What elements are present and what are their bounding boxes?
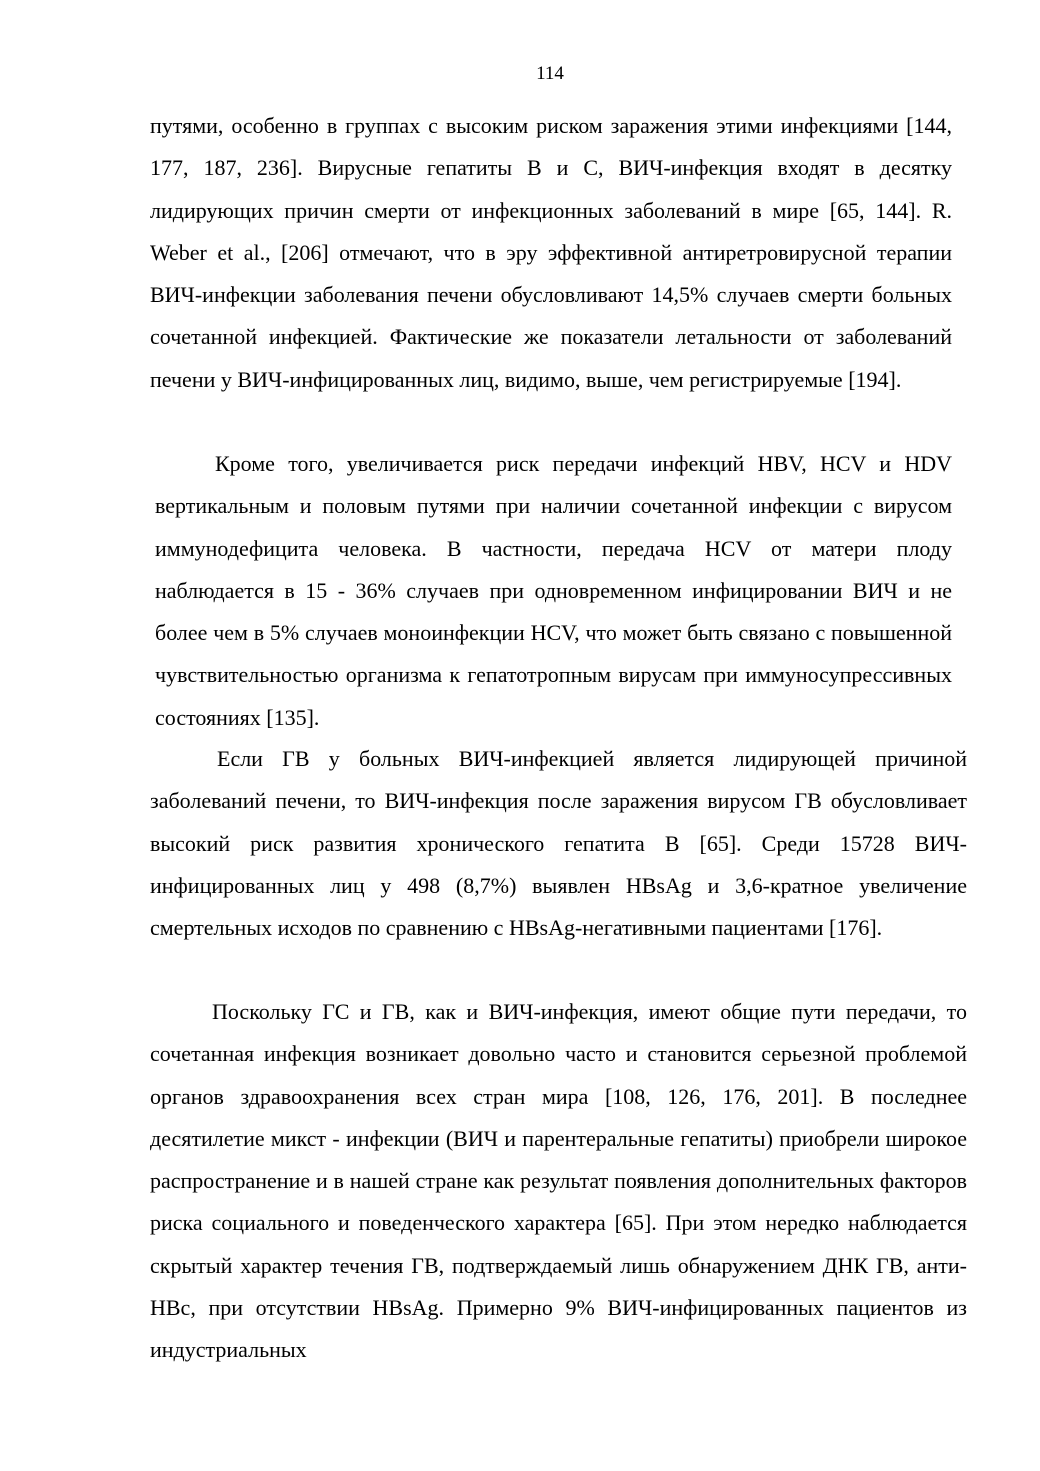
paragraph-3: Если ГВ у больных ВИЧ-инфекцией является лидирующей причиной заболеваний печени, то ВИЧ-инфекция после заражения вирусом ГВ обусловливает высокий риск развития хронического гепатита В [65]. Среди 15728 ВИЧ-инфицированных лиц у 498 (8,7%) выявлен HBsAg и 3,6-кратное увеличение смертельных исходов по сравнению с HBsAg-негативными пациентами [176]. <box>150 746 967 941</box>
page-number-text: 114 <box>536 63 564 84</box>
paragraph-1: путями, особенно в группах с высоким риском заражения этими инфекциями [144, 177, 187, 236]. Вирусные гепатиты В и С, ВИЧ-инфекция входят в десятку лидирующих причин смерти от инфекционных заболеваний в мире [65, 144]. R. Weber et al., [206] отмечают, что в эру эффективной антиретровирусной терапии ВИЧ-инфекции заболевания печени обусловливают 14,5% случаев смерти больных сочетанной инфекцией. Фактические же показатели летальности от заболеваний печени у ВИЧ-инфицированных лиц, видимо, выше, чем регистрируемые [194]. <box>150 113 952 392</box>
paragraph-2: Кроме того, увеличивается риск передачи инфекций HBV, HCV и HDV вертикальным и половым путями при наличии сочетанной инфекции с вирусом иммунодефицита человека. В частности, передача HCV от матери плоду наблюдается в 15 - 36% случаев при одновременном инфицировании ВИЧ и не более чем в 5% случаев моноинфекции HCV, что может быть связано с повышенной чувствительностью организма к гепатотропным вирусам при иммуносупрессивных состояниях [135]. <box>155 451 952 730</box>
page-number <box>0 62 1040 86</box>
paragraph-4: Поскольку ГС и ГВ, как и ВИЧ-инфекция, имеют общие пути передачи, то сочетанная инфекция возникает довольно часто и становится серьезной проблемой органов здравоохранения всех стран мира [108, 126, 176, 201]. В последнее десятилетие микст - инфекции (ВИЧ и парентеральные гепатиты) приобрели широкое распространение и в нашей стране как результат появления дополнительных факторов риска социального и поведенческого характера [65]. При этом нередко наблюдается скрытый характер течения ГВ, подтверждаемый лишь обнаружением ДНК ГВ, анти-НВс, при отсутствии HBsAg. Примерно 9% ВИЧ-инфицированных пациентов из индустриальных <box>150 999 967 1363</box>
